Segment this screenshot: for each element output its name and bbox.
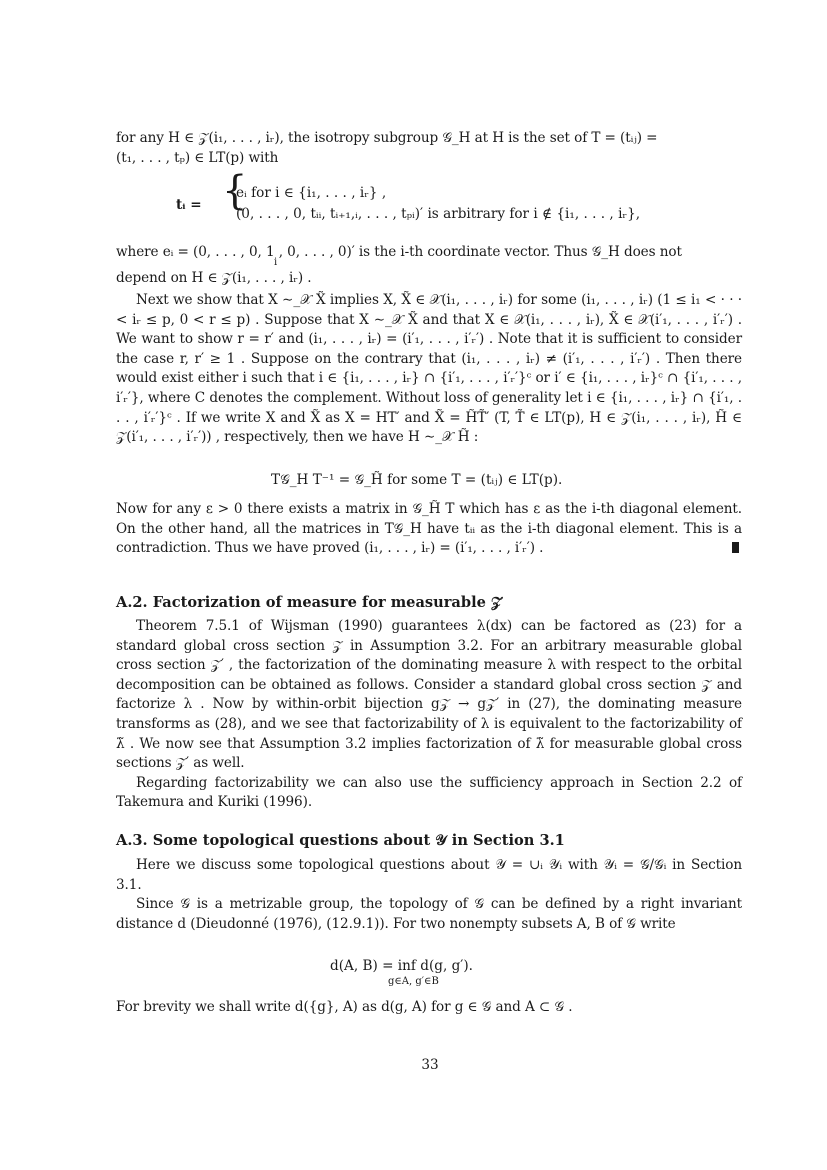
coordinate-index-subscript: i: [274, 257, 278, 268]
intro-line-1: for any H ∈ 𝒵(i₁, . . . , iᵣ), the isotropy subgroup 𝒢_H at H is the set of T = (tᵢⱼ) =: [116, 130, 658, 146]
section-heading-a2: A.2. Factorization of measure for measurable 𝒵: [116, 594, 503, 611]
equation-t-case-1: eᵢ for i ∈ {i₁, . . . , iᵣ} ,: [236, 185, 387, 201]
metric-text: Since 𝒢 is a metrizable group, the topology of 𝒢 can be defined by a right invariant distance d (Dieudonné (1976), (12.9.1)). For two nonempty subsets A, B of 𝒢 write: [116, 896, 742, 932]
topology-intro-text: Here we discuss some topological questions about 𝒴 = ∪ᵢ 𝒴ᵢ with 𝒴ᵢ = 𝒢/𝒢ᵢ in Section 3.1.: [116, 857, 742, 893]
isotropy-depend-line: depend on H ∈ 𝒵(i₁, . . . , iᵣ) .: [116, 269, 312, 286]
factorization-paragraph: [116, 617, 742, 813]
topology-paragraph: [116, 856, 742, 934]
equation-distance-subscript: g∈A, g′∈B: [388, 976, 439, 987]
brevity-paragraph: [116, 998, 742, 1018]
factorization-text: Theorem 7.5.1 of Wijsman (1990) guarantees λ(dx) can be factored as (23) for a standard global cross section 𝒵 in Assumption 3.2. For an arbitrary measurable global cross section 𝒵′ , the factorization of the dominating measure λ with respect to the orbital decomposition can be obtained as follows. Consider a standard global cross section 𝒵 and factorize λ . Now by within-orbit bijection g𝒵 → g𝒵′ in (27), the dominating measure transforms as (28), and we see that factorizability of λ is equivalent to the factorizability of λ̃ . We now see that Assumption 3.2 implies factorization of λ̃ for measurable global cross sections 𝒵′ as well.: [116, 618, 742, 772]
section-heading-a3: A.3. Some topological questions about 𝒴 in Section 3.1: [116, 832, 565, 849]
intro-paragraph: [116, 129, 742, 168]
equation-distance: d(A, B) = inf d(g, g′).: [330, 958, 474, 974]
qed-square: [732, 542, 739, 553]
coordinate-vector-line: where eᵢ = (0, . . . , 0, 1 , 0, . . . , 0)′ is the i-th coordinate vector. Thus 𝒢_H does not: [116, 244, 682, 260]
intro-line-2: (t₁, . . . , tₚ) ∈ LT(p) with: [116, 149, 279, 166]
equivalence-paragraph: [116, 291, 742, 448]
equation-t-case-2: (0, . . . , 0, tᵢᵢ, tᵢ₊₁,ᵢ, . . . , tₚᵢ)′ is arbitrary for i ∉ {i₁, . . . , iᵣ},: [236, 206, 641, 222]
contradiction-paragraph: [116, 500, 742, 559]
equation-brace: {: [222, 168, 248, 214]
brevity-text: For brevity we shall write d({g}, A) as d(g, A) for g ∈ 𝒢 and A ⊂ 𝒢 .: [116, 999, 573, 1015]
equivalence-text: Next we show that X ∼_𝒳 X̃ implies X, X̃ ∈ 𝒳(i₁, . . . , iᵣ) for some (i₁, . . . , iᵣ) (1 ≤ i₁ < · · · < iᵣ ≤ p, 0 < r ≤ p) . Suppose that X ∼_𝒳 X̃ and that X ∈ 𝒳(i₁, . . . , iᵣ), X̃ ∈ 𝒳(i′₁, . . . , i′ᵣ′) . We want to show r = r′ and (i₁, . . . , iᵣ) = (i′₁, . . . , i′ᵣ′) . Note that it is sufficient to consider the case r, r′ ≥ 1 . Suppose on the contrary that (i₁, . . . , iᵣ) ≠ (i′₁, . . . , i′ᵣ′) . Then there would exist either i such that i ∈ {i₁, . . . , iᵣ} ∩ {i′₁, . . . , i′ᵣ′}ᶜ or i′ ∈ {i₁, . . . , iᵣ}ᶜ ∩ {i′₁, . . . , i′ᵣ′}, where C denotes the complement. Without loss of generality let i ∈ {i₁, . . . , iᵣ} ∩ {i′₁, . . . , i′ᵣ′}ᶜ . If we write X and X̃ as X = HT′ and X̃ = H̃T̃′ (T, T̃ ∈ LT(p), H ∈ 𝒵(i₁, . . . , iᵣ), H̃ ∈ 𝒵(i′₁, . . . , i′ᵣ′)) , respectively, then we have H ∼_𝒳 H̃ :: [116, 292, 742, 446]
coordinate-vector-paragraph: [116, 243, 742, 288]
page-number: 33: [421, 1057, 439, 1073]
equation-conjugate-subgroup: T𝒢_H T⁻¹ = 𝒢_H̃ for some T = (tᵢⱼ) ∈ LT(p).: [271, 472, 563, 488]
contradiction-text: Now for any ε > 0 there exists a matrix in 𝒢_H̃ T which has ε as the i-th diagonal element. On the other hand, all the matrices in T𝒢_H have tᵢᵢ as the i-th diagonal element. This is a contradiction. Thus we have proved (i₁, . . . , iᵣ) = (i′₁, . . . , i′ᵣ′) .: [116, 501, 742, 557]
sufficiency-text: Regarding factorizability we can also use the sufficiency approach in Section 2.2 of Takemura and Kuriki (1996).: [116, 774, 742, 811]
equation-t-lhs: tᵢ =: [176, 197, 202, 213]
